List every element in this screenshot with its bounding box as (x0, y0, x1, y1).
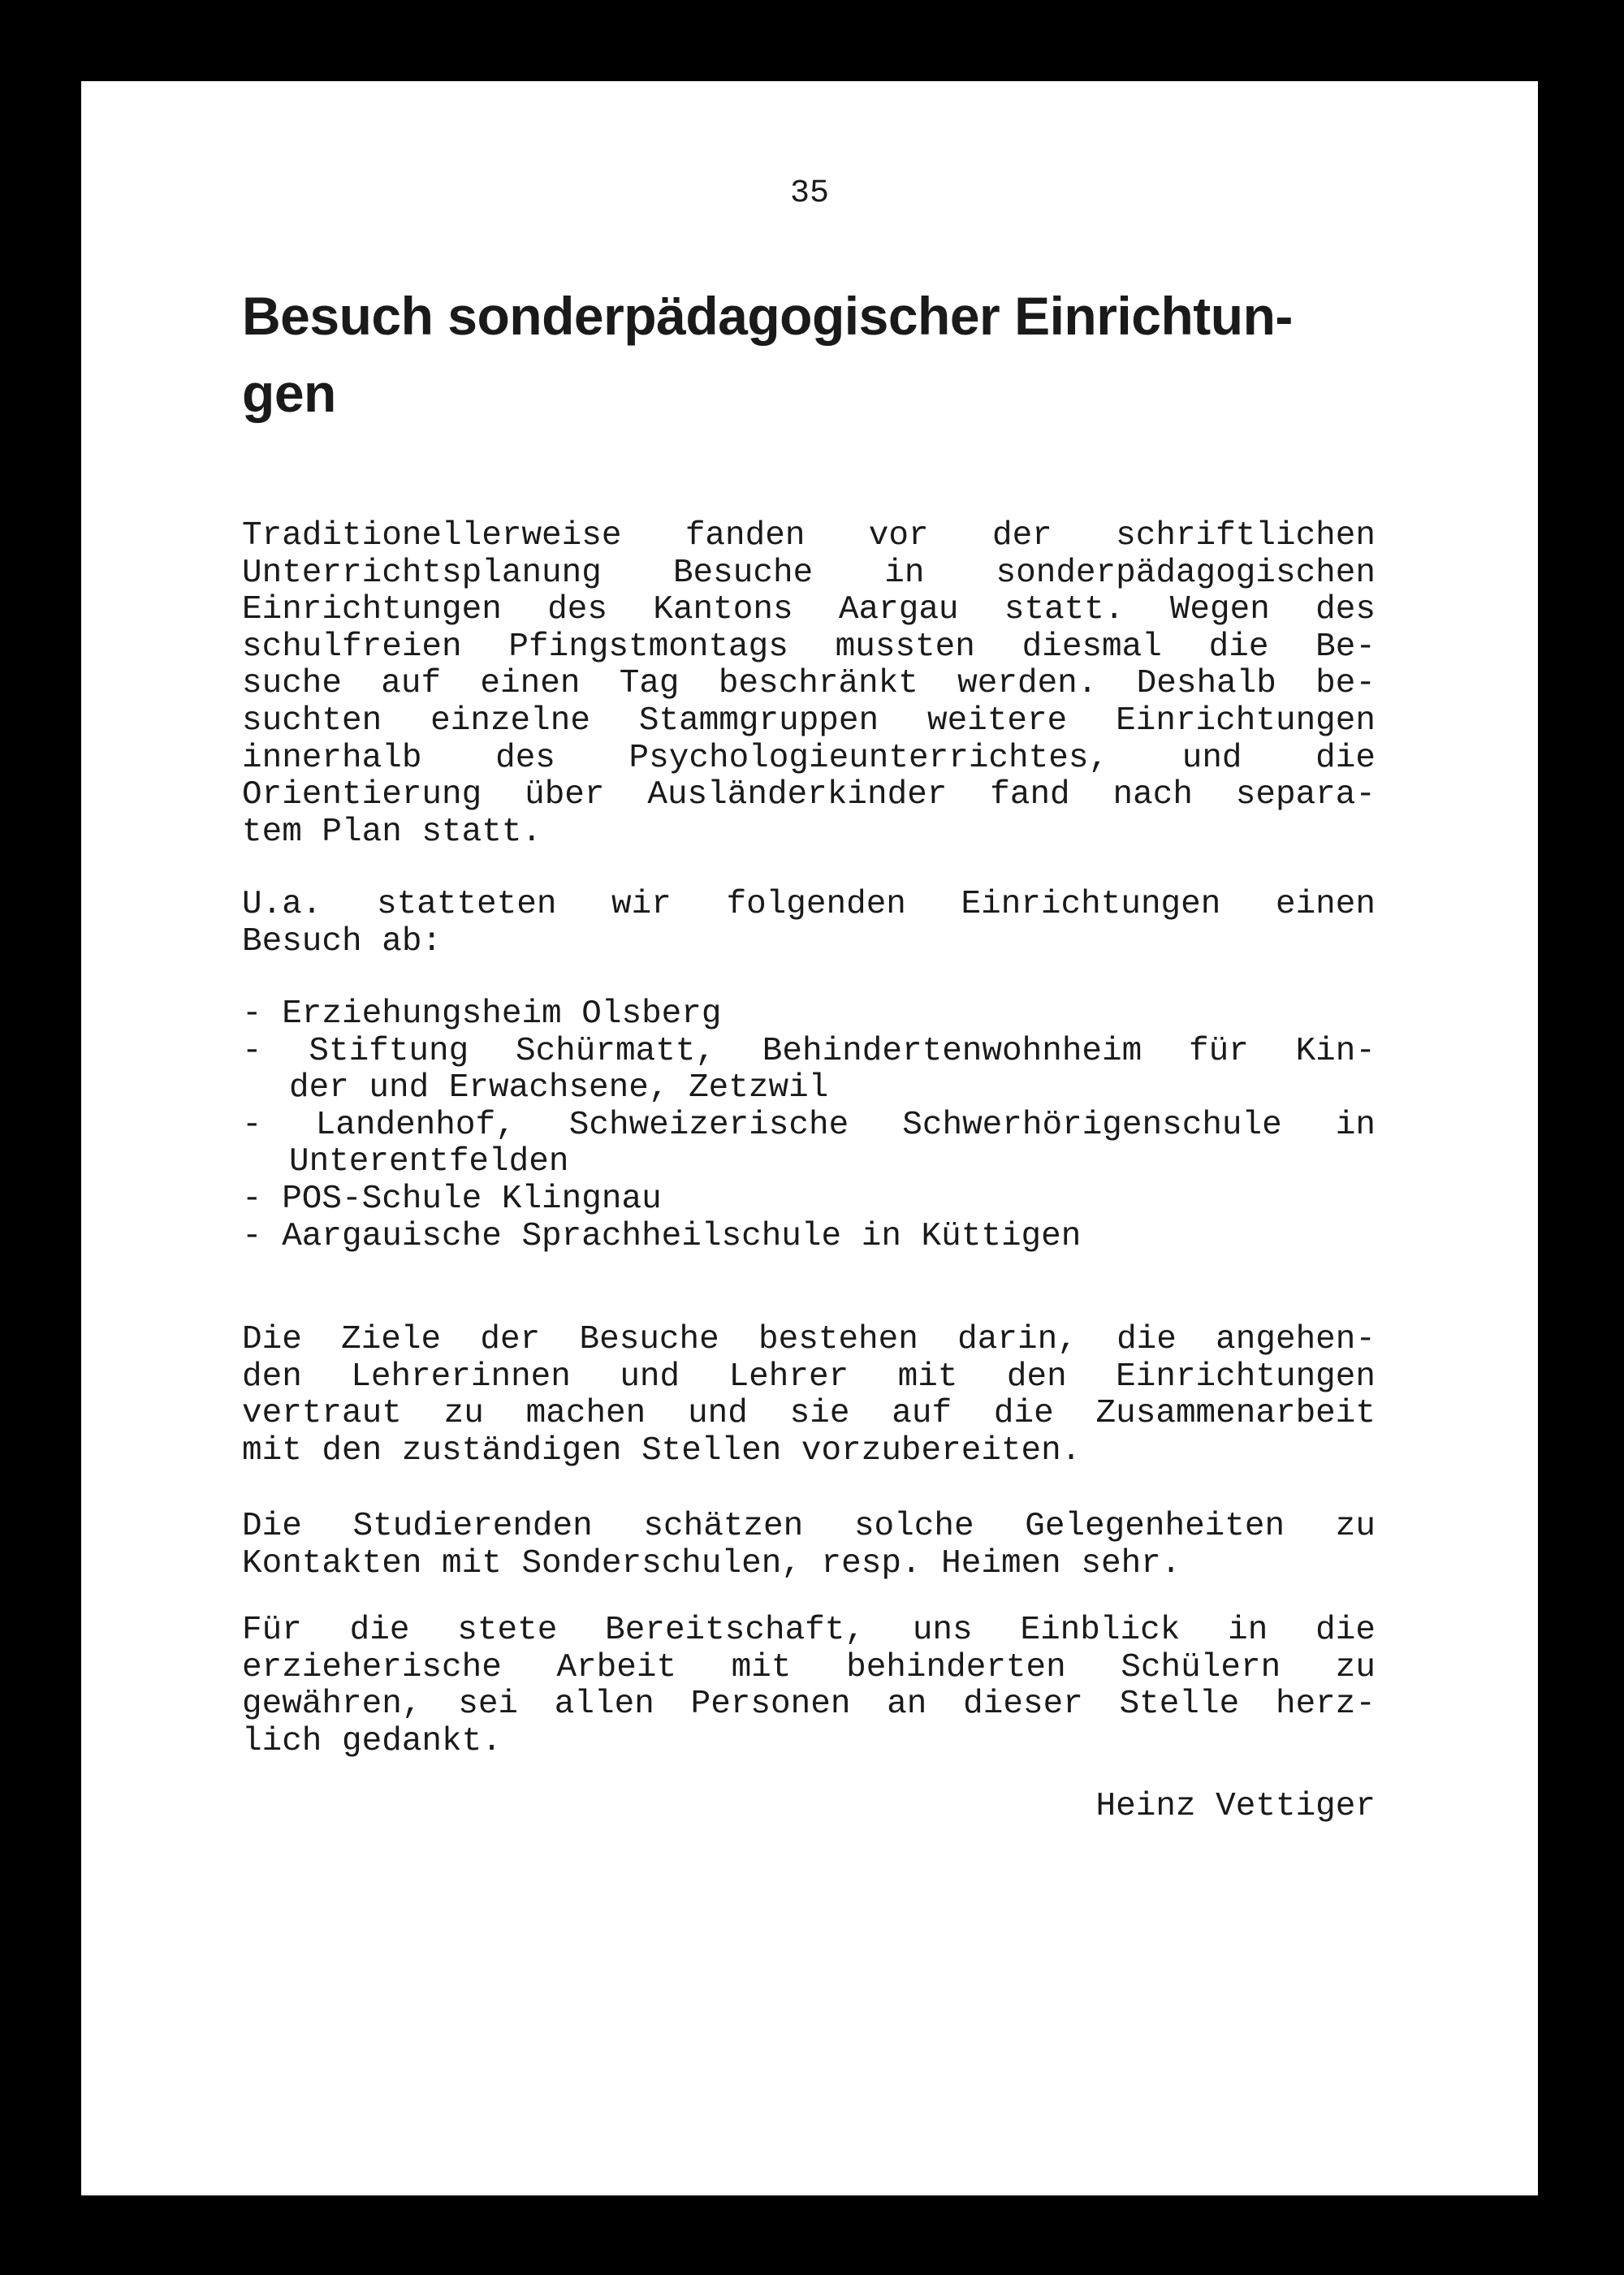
list-item-text: - Erziehungsheim Olsberg (242, 995, 722, 1033)
list-item-text: - Landenhof, Schweizerische Schwerhörigenschule in (242, 1106, 1376, 1144)
list-item (242, 1181, 1376, 1219)
text-line: Traditionellerweise fanden vor der schriftlichen (242, 517, 1376, 555)
document-page (81, 81, 1538, 2195)
page-number: 35 (789, 175, 829, 212)
list-item (242, 1107, 1376, 1181)
text-line: tem Plan statt. (242, 813, 542, 851)
text-line: Einrichtungen des Kantons Aargau statt. Wegen des (242, 591, 1376, 629)
list-item-text: - Aargauische Sprachheilschule in Küttigen (242, 1217, 1082, 1255)
text-line: U.a. statteten wir folgenden Einrichtungen einen (242, 886, 1376, 923)
text-line: Die Ziele der Besuche bestehen darin, die angehen- (242, 1321, 1376, 1358)
author-signature: Heinz Vettiger (1095, 1788, 1376, 1825)
paragraph-intro (242, 518, 1376, 851)
text-line: Unterrichtsplanung Besuche in sonderpädagogischen (242, 554, 1376, 592)
text-line: lich gedankt. (242, 1722, 502, 1760)
text-line: gewähren, sei allen Personen an dieser Stelle herz- (242, 1686, 1376, 1724)
text-line: Orientierung über Ausländerkinder fand nach separa- (242, 776, 1376, 814)
list-item (242, 1219, 1376, 1256)
list-item-continuation: Unterentfelden (289, 1143, 569, 1181)
list-item-continuation: der und Erwachsene, Zetzwil (289, 1069, 829, 1107)
list-item (242, 1034, 1376, 1107)
list-item-text: - POS-Schule Klingnau (242, 1180, 662, 1218)
text-line: suchten einzelne Stammgruppen weitere Einrichtungen (242, 701, 1376, 740)
paragraph-thanks (242, 1612, 1376, 1760)
text-line: Kontakten mit Sonderschulen, resp. Heimen sehr. (242, 1544, 1181, 1582)
list-item-text: - Stiftung Schürmatt, Behindertenwohnheim für Kin- (242, 1032, 1376, 1070)
text-line: vertraut zu machen und sie auf die Zusammenarbeit (242, 1395, 1376, 1433)
list-item (242, 996, 1376, 1034)
page-title (242, 278, 1379, 432)
text-line: Die Studierenden schätzen solche Gelegenheiten zu (242, 1508, 1376, 1545)
paragraph-goals (242, 1322, 1376, 1470)
text-line: erzieherische Arbeit mit behinderten Schülern zu (242, 1648, 1376, 1686)
paragraph-appreciation (242, 1509, 1376, 1582)
text-line: Besuch ab: (242, 922, 443, 961)
text-line: den Lehrerinnen und Lehrer mit den Einrichtungen (242, 1358, 1376, 1396)
text-line: suche auf einen Tag beschränkt werden. Deshalb be- (242, 665, 1376, 703)
title-line: Besuch sonderpädagogischer Einrichtun- (242, 286, 1293, 346)
text-line: Für die stete Bereitschaft, uns Einblick in die (242, 1612, 1376, 1649)
text-line: innerhalb des Psychologieunterrichtes, und die (242, 739, 1376, 777)
text-line: schulfreien Pfingstmontags mussten diesmal die Be- (242, 628, 1376, 666)
institutions-list (242, 996, 1376, 1255)
text-line: mit den zuständigen Stellen vorzubereiten. (242, 1431, 1082, 1470)
paragraph-visits-intro (242, 887, 1376, 961)
title-line: gen (242, 363, 336, 423)
